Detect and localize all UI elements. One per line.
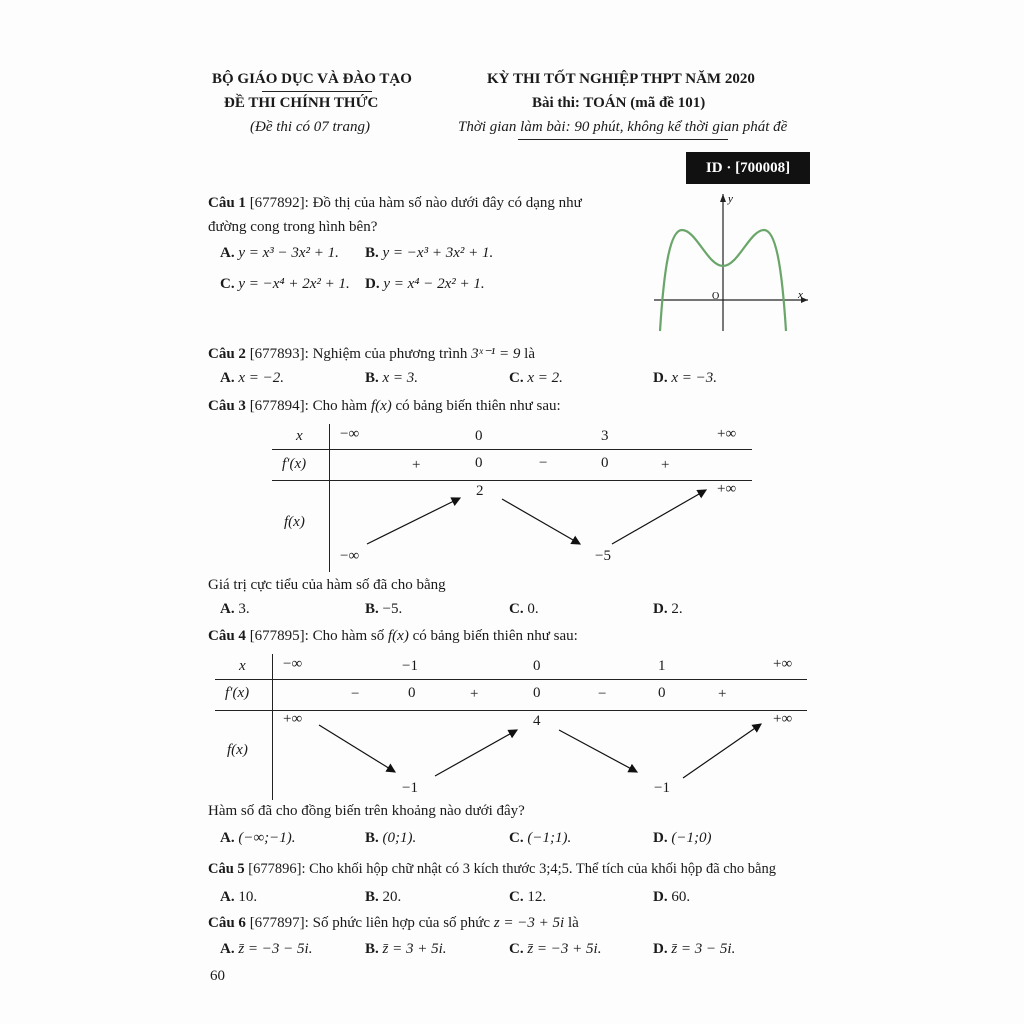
q4-text (208, 628, 578, 645)
exam-subject: Bài thi: TOÁN (mã đề 101) (532, 95, 706, 111)
exam-id-badge: ID · [700008] (686, 152, 810, 184)
q4-d-value: (−1;0) (671, 830, 712, 846)
q5-text (208, 861, 776, 878)
q4-text-body: [677895]: Cho hàm số (245, 628, 389, 644)
q2-c-value: x = 2. (527, 370, 563, 386)
ministry-title: BỘ GIÁO DỤC VÀ ĐÀO TẠO (212, 71, 412, 87)
y-axis-arrow (720, 194, 726, 202)
q5-text-body: [677896]: Cho khối hộp chữ nhật có 3 kích thước 3;4;5. Thể tích của khối hộp đã cho bằng (244, 861, 776, 877)
q1-option-a (220, 245, 339, 262)
q5-a-value: 10. (238, 889, 258, 905)
q3-c-value: 0. (527, 601, 539, 617)
exam-time: Thời gian làm bài: 90 phút, không kể thời gian phát đề (458, 119, 788, 135)
q5-d-value: 60. (671, 889, 691, 905)
q1-b-expr: y = −x³ + 3x² + 1. (382, 245, 494, 261)
q3-text-end: có bảng biến thiên như sau: (391, 398, 561, 414)
q4-option-d (653, 830, 711, 847)
q2-text-body: [677893]: Nghiệm của phương trình (245, 346, 472, 362)
q2-option-d (653, 370, 717, 387)
q1-text-line1 (208, 195, 582, 212)
q3-option-b (365, 601, 402, 618)
q4-f-header: f(x) (227, 742, 248, 758)
q2-option-a (220, 370, 284, 387)
q6-c-letter: C. (509, 941, 524, 957)
q5-a-letter: A. (220, 889, 235, 905)
q3-sign: 0 (601, 455, 609, 471)
q4-x-val: 0 (533, 658, 541, 674)
q4-f-val: +∞ (283, 711, 303, 727)
q2-option-b (365, 370, 418, 387)
q4-x-val: 1 (658, 658, 666, 674)
q3-f-header: f(x) (284, 514, 305, 530)
q3-a-value: 3. (238, 601, 250, 617)
q3-variation-table (272, 424, 752, 574)
q4-sign: 0 (658, 685, 666, 701)
q3-sign: 0 (475, 455, 483, 471)
q6-c-value: z̄ = −3 + 5i. (527, 941, 602, 957)
q1-label: Câu 1 (208, 195, 246, 211)
q4-option-a (220, 830, 296, 847)
q1-d-expr: y = x⁴ − 2x² + 1. (383, 276, 485, 292)
q3-f-val: +∞ (717, 481, 737, 497)
q3-b-letter: B. (365, 601, 379, 617)
q4-option-b (365, 830, 416, 847)
q3-sign: − (539, 455, 548, 471)
q6-option-b (365, 941, 447, 958)
q1-d-letter: D. (365, 276, 380, 292)
q1-option-d (365, 276, 485, 293)
page-number: 60 (210, 968, 225, 984)
q4-fp-header: f′(x) (225, 685, 250, 701)
ministry-underline (262, 91, 372, 92)
q3-x-header: x (296, 428, 303, 444)
q6-a-value: z̄ = −3 − 5i. (238, 941, 313, 957)
q3-arrow-up (367, 498, 460, 544)
q6-expr: z = −3 + 5i (493, 915, 565, 931)
q4-arrow-down (319, 725, 395, 772)
q2-expr: 3ˣ⁻¹ = 9 (471, 346, 521, 362)
q4-x-val: +∞ (773, 656, 793, 672)
q6-a-letter: A. (220, 941, 235, 957)
q3-x-val: 0 (475, 428, 483, 444)
q2-option-c (509, 370, 563, 387)
official-exam-label: ĐỀ THI CHÍNH THỨC (224, 95, 379, 111)
q5-option-d (653, 889, 690, 906)
q2-d-value: x = −3. (671, 370, 717, 386)
q2-text-end: là (520, 346, 535, 362)
q3-text (208, 398, 561, 415)
q4-a-value: (−∞;−1). (238, 830, 296, 846)
q4-label: Câu 4 (208, 628, 246, 644)
q6-text (208, 915, 579, 932)
q1-c-letter: C. (220, 276, 235, 292)
q2-a-value: x = −2. (238, 370, 284, 386)
q5-option-c (509, 889, 546, 906)
q4-prompt: Hàm số đã cho đồng biến trên khoảng nào dưới đây? (208, 803, 525, 819)
q4-x-val: −∞ (283, 656, 303, 672)
q4-option-c (509, 830, 571, 847)
q3-sign: + (412, 457, 421, 473)
q6-option-d (653, 941, 735, 958)
exam-title: KỲ THI TỐT NGHIỆP THPT NĂM 2020 (487, 71, 755, 87)
q5-b-value: 20. (382, 889, 402, 905)
q3-fp-header: f′(x) (282, 456, 307, 472)
q2-c-letter: C. (509, 370, 524, 386)
q1-c-expr: y = −x⁴ + 2x² + 1. (238, 276, 350, 292)
q4-c-letter: C. (509, 830, 524, 846)
q6-option-c (509, 941, 601, 958)
q4-sign: − (598, 686, 607, 702)
q3-f-val: −∞ (340, 548, 360, 564)
q3-arrow-up (612, 490, 706, 544)
q4-sign: 0 (408, 685, 416, 701)
q6-b-value: z̄ = 3 + 5i. (382, 941, 447, 957)
q1-text: [677892]: Đồ thị của hàm số nào dưới đây có dạng như (245, 195, 582, 211)
q3-d-value: 2. (671, 601, 683, 617)
q4-f-val: −1 (402, 780, 418, 796)
q6-b-letter: B. (365, 941, 379, 957)
q1-graph (650, 188, 815, 333)
q3-option-c (509, 601, 539, 618)
q5-label: Câu 5 (208, 861, 245, 877)
q1-option-c (220, 276, 350, 293)
q4-sign: + (718, 686, 727, 702)
y-axis-label: y (728, 193, 733, 205)
q3-arrow-down (502, 499, 580, 544)
q6-text-end: là (564, 915, 579, 931)
q2-b-value: x = 3. (382, 370, 419, 386)
origin-label: O (712, 291, 720, 302)
q4-f-val: 4 (533, 713, 541, 729)
q5-c-letter: C. (509, 889, 524, 905)
q5-b-letter: B. (365, 889, 379, 905)
q5-option-a (220, 889, 257, 906)
q4-x-header: x (239, 658, 246, 674)
q3-x-val: 3 (601, 428, 609, 444)
q5-d-letter: D. (653, 889, 668, 905)
q3-text-body: [677894]: Cho hàm (245, 398, 371, 414)
q3-b-value: −5. (382, 601, 403, 617)
q3-sign: + (661, 457, 670, 473)
q4-variation-table (215, 654, 807, 802)
q4-sign: − (351, 686, 360, 702)
q4-arrow-up (683, 724, 761, 778)
q3-option-a (220, 601, 250, 618)
q2-b-letter: B. (365, 370, 379, 386)
q4-f-val: −1 (654, 780, 670, 796)
q4-text-end: có bảng biến thiên như sau: (408, 628, 578, 644)
q3-f-val: −5 (595, 548, 611, 564)
q3-d-letter: D. (653, 601, 668, 617)
q4-expr: f(x) (388, 628, 409, 644)
q4-sign: 0 (533, 685, 541, 701)
q1-b-letter: B. (365, 245, 379, 261)
q3-a-letter: A. (220, 601, 235, 617)
x-axis-label: x (798, 289, 803, 301)
q3-f-val: 2 (476, 483, 484, 499)
q1-text-line2: đường cong trong hình bên? (208, 219, 378, 235)
q4-d-letter: D. (653, 830, 668, 846)
q6-option-a (220, 941, 312, 958)
q4-table-arrows (215, 654, 807, 802)
q4-x-val: −1 (402, 658, 418, 674)
q4-arrow-down (559, 730, 637, 772)
q3-expr: f(x) (370, 398, 392, 414)
q2-a-letter: A. (220, 370, 235, 386)
q4-c-value: (−1;1). (527, 830, 572, 846)
q2-text (208, 344, 535, 363)
q3-x-val: −∞ (340, 426, 360, 442)
q4-b-value: (0;1). (382, 830, 417, 846)
q3-prompt: Giá trị cực tiểu của hàm số đã cho bằng (208, 577, 446, 593)
q4-sign: + (470, 686, 479, 702)
q3-c-letter: C. (509, 601, 524, 617)
q3-table-arrows (272, 424, 752, 574)
q1-option-b (365, 245, 493, 262)
q4-f-val: +∞ (773, 711, 793, 727)
q3-option-d (653, 601, 683, 618)
q3-x-val: +∞ (717, 426, 737, 442)
q5-c-value: 12. (527, 889, 547, 905)
q6-label: Câu 6 (208, 915, 246, 931)
q1-a-letter: A. (220, 245, 235, 261)
q6-d-letter: D. (653, 941, 668, 957)
q2-d-letter: D. (653, 370, 668, 386)
q6-text-body: [677897]: Số phức liên hợp của số phức (245, 915, 494, 931)
q4-b-letter: B. (365, 830, 379, 846)
q1-a-expr: y = x³ − 3x² + 1. (238, 245, 339, 261)
q3-label: Câu 3 (208, 398, 246, 414)
page-count-note: (Đề thi có 07 trang) (250, 119, 370, 135)
time-underline (518, 139, 728, 140)
q5-option-b (365, 889, 401, 906)
q4-a-letter: A. (220, 830, 235, 846)
q6-d-value: z̄ = 3 − 5i. (671, 941, 736, 957)
q2-label: Câu 2 (208, 346, 246, 362)
q4-arrow-up (435, 730, 517, 776)
